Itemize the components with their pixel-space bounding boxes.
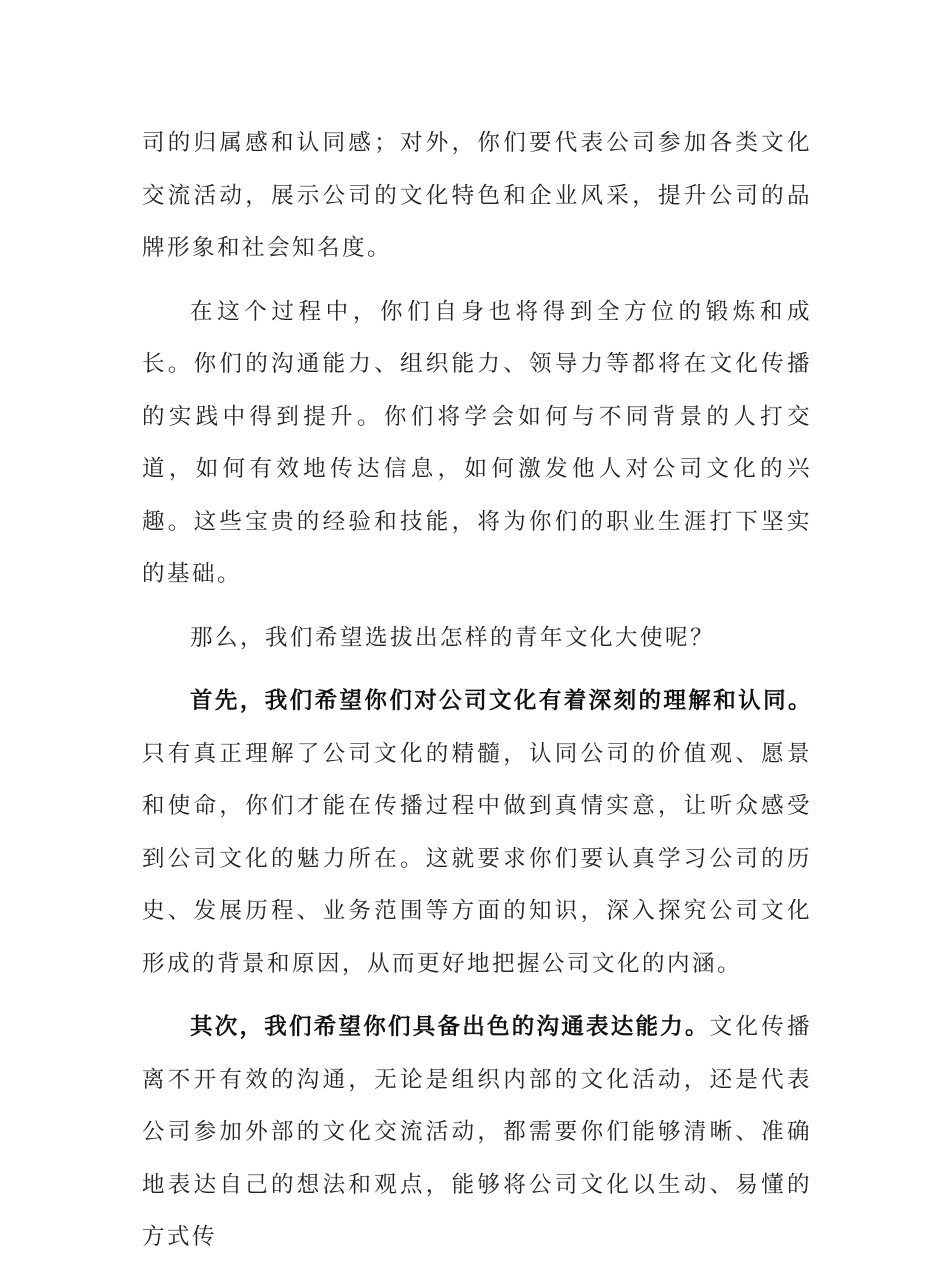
paragraph-text: 文化传播离不开有效的沟通，无论是组织内部的文化活动，还是代表公司参加外部的文化交流活动，都需要你们能够清晰、准确地表达自己的想法和观点，能够将公司文化以生动、易懂的方式传	[142, 1014, 812, 1250]
paragraph-first-requirement	[142, 675, 812, 990]
paragraph-second-requirement	[142, 1001, 812, 1264]
paragraph-question	[142, 612, 812, 665]
document-page	[142, 117, 812, 1275]
paragraph-text: 那么，我们希望选拔出怎样的青年文化大使呢？	[190, 624, 716, 651]
paragraph-text: 在这个过程中，你们自身也将得到全方位的锻炼和成长。你们的沟通能力、组织能力、领导力等都将在文化传播的实践中得到提升。你们将学会如何与不同背景的人打交道，如何有效地传达信息，如何激发他人对公司文化的兴趣。这些宝贵的经验和技能，将为你们的职业生涯打下坚实的基础。	[142, 298, 812, 587]
paragraph-text: 只有真正理解了公司文化的精髓，认同公司的价值观、愿景和使命，你们才能在传播过程中做到真情实意，让听众感受到公司文化的魅力所在。这就要求你们要认真学习公司的历史、发展历程、业务范围等方面的知识，深入探究公司文化形成的背景和原因，从而更好地把握公司文化的内涵。	[142, 740, 812, 977]
paragraph-lead-bold: 其次，我们希望你们具备出色的沟通表达能力。	[190, 1014, 710, 1040]
paragraph-lead-bold: 首先，我们希望你们对公司文化有着深刻的理解和认同。	[190, 688, 812, 714]
paragraph-text: 司的归属感和认同感；对外，你们要代表公司参加各类文化交流活动，展示公司的文化特色和企业风采，提升公司的品牌形象和社会知名度。	[142, 130, 812, 261]
paragraph-growth	[142, 286, 812, 601]
paragraph-continuation	[142, 117, 812, 275]
